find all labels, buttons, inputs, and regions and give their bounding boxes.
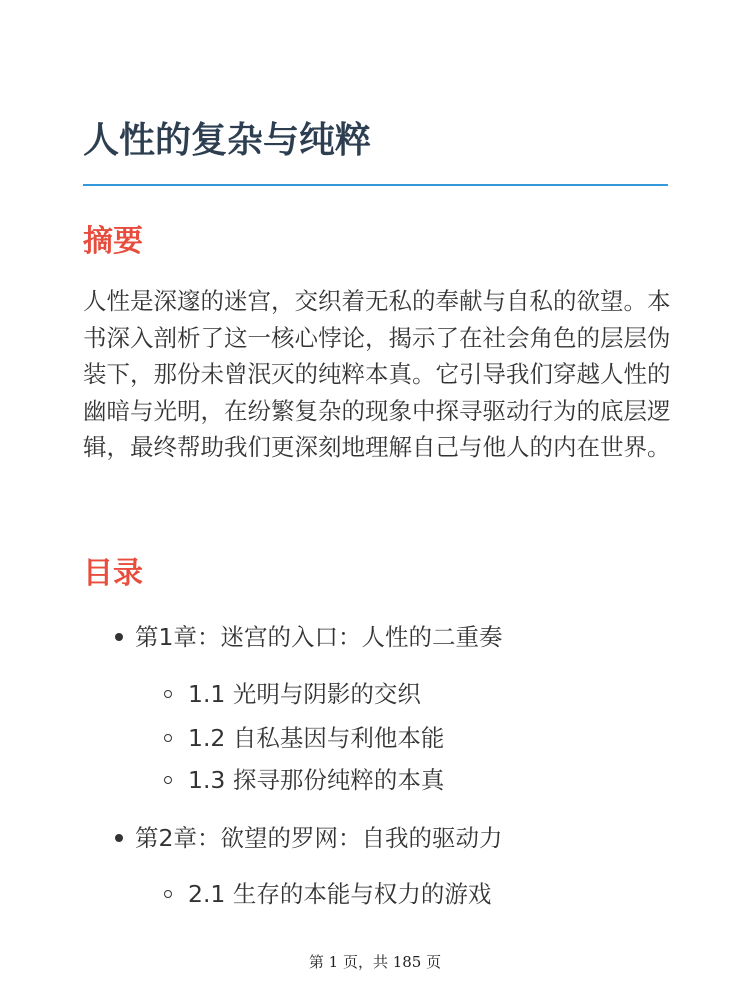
document-title: 人性的复杂与纯粹 (83, 120, 372, 161)
hollow-bullet-icon (164, 776, 172, 784)
toc-section-label[interactable]: 2.1 生存的本能与权力的游戏 (188, 880, 492, 908)
toc-heading: 目录 (83, 556, 143, 591)
toc-chapter-label[interactable]: 第1章：迷宫的入口：人性的二重奏 (135, 623, 503, 651)
abstract-text: 人性是深邃的迷宫，交织着无私的奉献与自私的欲望。本书深入剖析了这一核心悖论，揭示了在社会角色的层层伪装下，那份未曾泯灭的纯粹本真。它引导我们穿越人性的幽暗与光明，在纷繁复杂的现象中探寻驱动行为的底层逻辑，最终帮助我们更深刻地理解自己与他人的内在世界。 (83, 287, 671, 462)
toc-section-label[interactable]: 1.2 自私基因与利他本能 (188, 724, 445, 752)
title-divider (83, 184, 668, 186)
toc-chapter-label[interactable]: 第2章：欲望的罗网：自我的驱动力 (135, 824, 503, 852)
toc-section-label[interactable]: 1.1 光明与阴影的交织 (188, 680, 421, 708)
hollow-bullet-icon (164, 890, 172, 898)
page-number: 第 1 页，共 185 页 (308, 953, 442, 971)
bullet-icon (115, 633, 123, 641)
hollow-bullet-icon (164, 690, 172, 698)
toc-section-label[interactable]: 1.3 探寻那份纯粹的本真 (188, 766, 445, 794)
abstract-heading: 摘要 (83, 224, 143, 259)
bullet-icon (115, 834, 123, 842)
hollow-bullet-icon (164, 734, 172, 742)
